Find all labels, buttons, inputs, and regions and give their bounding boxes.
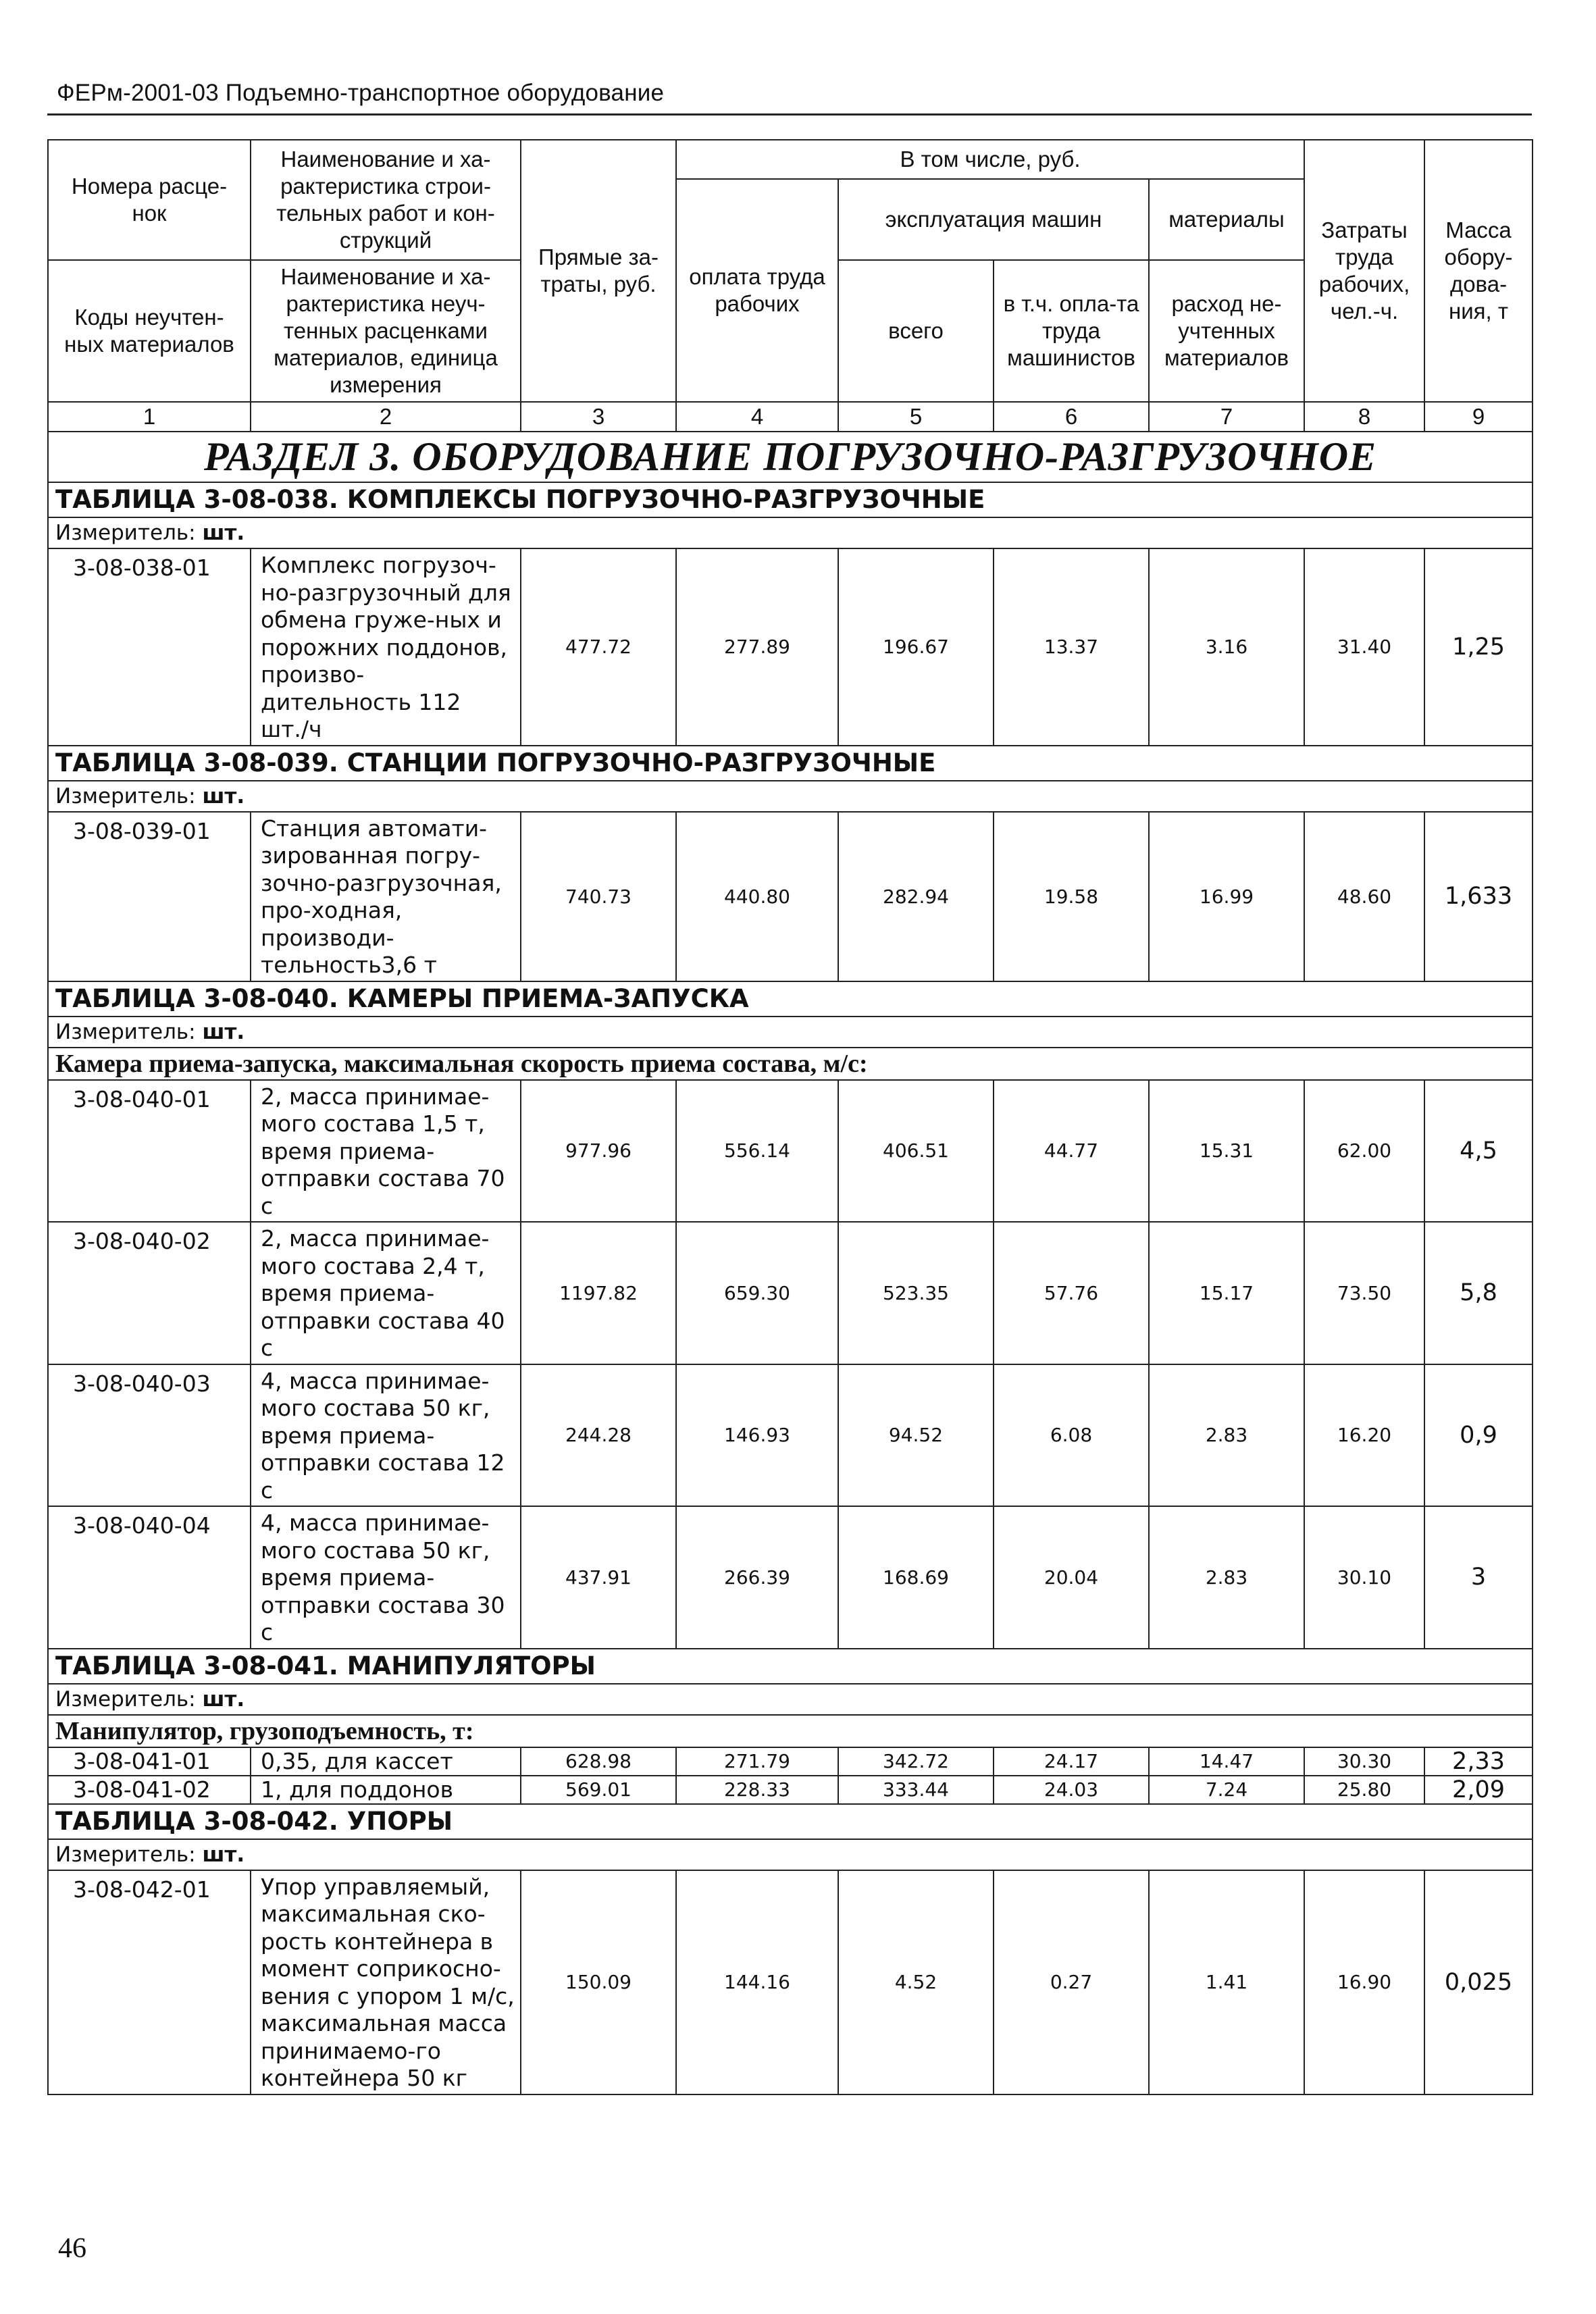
labor-hours: 73.50: [1304, 1222, 1424, 1364]
header-rule: [47, 113, 1532, 115]
header-total: всего: [838, 260, 994, 402]
labor-hours: 25.80: [1304, 1776, 1424, 1804]
labor-pay: 271.79: [676, 1747, 838, 1776]
rate-name: 1, для поддонов: [251, 1776, 521, 1804]
machinists-pay: 24.03: [994, 1776, 1149, 1804]
machinists-pay: 13.37: [994, 548, 1149, 746]
header-work-name: Наименование и ха-рактеристика строи-тельных работ и кон-струкций: [251, 140, 521, 260]
machinists-pay: 44.77: [994, 1080, 1149, 1223]
labor-hours: 16.90: [1304, 1870, 1424, 2094]
header-unaccounted-codes: Коды неучтен-ных материалов: [48, 260, 251, 402]
measurer: Измеритель: шт.: [48, 781, 1533, 812]
measurer: Измеритель: шт.: [48, 1684, 1533, 1715]
materials: 2.83: [1149, 1506, 1304, 1649]
machinists-pay: 19.58: [994, 812, 1149, 981]
equipment-mass: 1,633: [1424, 812, 1533, 981]
labor-hours: 16.20: [1304, 1364, 1424, 1507]
measurer: Измеритель: шт.: [48, 1017, 1533, 1048]
page-number: 46: [58, 2233, 86, 2264]
materials: 1.41: [1149, 1870, 1304, 2094]
labor-hours: 30.30: [1304, 1747, 1424, 1776]
header-equipment-mass: Масса обору-дова-ния, т: [1424, 140, 1533, 402]
rate-code: 3-08-039-01: [48, 812, 251, 981]
header-labor-pay: оплата труда рабочих: [676, 179, 838, 402]
equipment-mass: 5,8: [1424, 1222, 1533, 1364]
labor-pay: 266.39: [676, 1506, 838, 1649]
rate-code: 3-08-038-01: [48, 548, 251, 746]
table-row: [48, 1776, 1533, 1804]
rate-code: 3-08-042-01: [48, 1870, 251, 2094]
header-labor-costs: Затраты труда рабочих, чел.-ч.: [1304, 140, 1424, 402]
table-row: [48, 1870, 1533, 2094]
rate-name: Комплекс погрузоч-но-разгрузочный для обмена груже-ных и порожних поддонов, произво-дительность 112 шт./ч: [251, 548, 521, 746]
materials: 15.17: [1149, 1222, 1304, 1364]
machines-total: 94.52: [838, 1364, 994, 1507]
measurer: Измеритель: шт.: [48, 517, 1533, 548]
machinists-pay: 20.04: [994, 1506, 1149, 1649]
direct-costs: 569.01: [521, 1776, 676, 1804]
materials: 7.24: [1149, 1776, 1304, 1804]
labor-pay: 228.33: [676, 1776, 838, 1804]
machinists-pay: 24.17: [994, 1747, 1149, 1776]
direct-costs: 740.73: [521, 812, 676, 981]
machines-total: 196.67: [838, 548, 994, 746]
header-machine-operation: эксплуатация машин: [838, 179, 1149, 260]
column-number: 3: [521, 402, 676, 432]
measurer: Измеритель: шт.: [48, 1839, 1533, 1870]
labor-pay: 659.30: [676, 1222, 838, 1364]
table-row: [48, 548, 1533, 746]
column-number: 1: [48, 402, 251, 432]
table-title: ТАБЛИЦА 3-08-039. СТАНЦИИ ПОГРУЗОЧНО-РАЗГРУЗОЧНЫЕ: [48, 746, 1533, 781]
labor-pay: 440.80: [676, 812, 838, 981]
machines-total: 168.69: [838, 1506, 994, 1649]
rate-code: 3-08-040-01: [48, 1080, 251, 1223]
rate-name: 4, масса принимае-мого состава 50 кг, время приема-отправки состава 30 с: [251, 1506, 521, 1649]
table-title: ТАБЛИЦА 3-08-041. МАНИПУЛЯТОРЫ: [48, 1649, 1533, 1684]
column-number: 2: [251, 402, 521, 432]
rate-code: 3-08-041-01: [48, 1747, 251, 1776]
table-title: ТАБЛИЦА 3-08-038. КОМПЛЕКСЫ ПОГРУЗОЧНО-РАЗГРУЗОЧНЫЕ: [48, 482, 1533, 517]
table-row: [48, 1222, 1533, 1364]
equipment-mass: 4,5: [1424, 1080, 1533, 1223]
column-number: 8: [1304, 402, 1424, 432]
column-number: 4: [676, 402, 838, 432]
column-number: 5: [838, 402, 994, 432]
labor-hours: 48.60: [1304, 812, 1424, 981]
labor-pay: 144.16: [676, 1870, 838, 2094]
materials: 3.16: [1149, 548, 1304, 746]
header-unaccounted-use: расход не-учтенных материалов: [1149, 260, 1304, 402]
materials: 2.83: [1149, 1364, 1304, 1507]
direct-costs: 477.72: [521, 548, 676, 746]
column-number: 6: [994, 402, 1149, 432]
labor-pay: 277.89: [676, 548, 838, 746]
rate-code: 3-08-040-04: [48, 1506, 251, 1649]
materials: 15.31: [1149, 1080, 1304, 1223]
machines-total: 4.52: [838, 1870, 994, 2094]
table-title: ТАБЛИЦА 3-08-040. КАМЕРЫ ПРИЕМА-ЗАПУСКА: [48, 981, 1533, 1017]
header-machinist-pay: в т.ч. опла-та труда машинистов: [994, 260, 1149, 402]
table-row: [48, 812, 1533, 981]
table-row: [48, 1364, 1533, 1507]
direct-costs: 628.98: [521, 1747, 676, 1776]
rate-name: Упор управляемый, максимальная ско-рость контейнера в момент соприкосно-вения с упором 1 м/с, максимальная масса принимаемо-го контейнера 50 кг: [251, 1870, 521, 2094]
equipment-mass: 2,33: [1424, 1747, 1533, 1776]
table-subtitle: Камера приема-запуска, максимальная скорость приема состава, м/с:: [48, 1048, 1533, 1080]
machines-total: 333.44: [838, 1776, 994, 1804]
equipment-mass: 1,25: [1424, 548, 1533, 746]
direct-costs: 244.28: [521, 1364, 676, 1507]
materials: 14.47: [1149, 1747, 1304, 1776]
rate-code: 3-08-040-02: [48, 1222, 251, 1364]
direct-costs: 977.96: [521, 1080, 676, 1223]
header-materials: материалы: [1149, 179, 1304, 260]
equipment-mass: 3: [1424, 1506, 1533, 1649]
machinists-pay: 0.27: [994, 1870, 1149, 2094]
rate-code: 3-08-041-02: [48, 1776, 251, 1804]
rate-code: 3-08-040-03: [48, 1364, 251, 1507]
column-number: 9: [1424, 402, 1533, 432]
labor-hours: 30.10: [1304, 1506, 1424, 1649]
rate-name: 4, масса принимае-мого состава 50 кг, время приема-отправки состава 12 с: [251, 1364, 521, 1507]
rates-table: [47, 139, 1533, 2095]
rate-name: 0,35, для кассет: [251, 1747, 521, 1776]
rate-name: 2, масса принимае-мого состава 1,5 т, время приема-отправки состава 70 с: [251, 1080, 521, 1223]
table-title: ТАБЛИЦА 3-08-042. УПОРЫ: [48, 1804, 1533, 1839]
machinists-pay: 6.08: [994, 1364, 1149, 1507]
equipment-mass: 0,025: [1424, 1870, 1533, 2094]
table-row: [48, 1747, 1533, 1776]
header-including: В том числе, руб.: [676, 140, 1304, 179]
header-unaccounted-name: Наименование и ха-рактеристика неуч-тенных расценками материалов, единица измерения: [251, 260, 521, 402]
labor-hours: 31.40: [1304, 548, 1424, 746]
equipment-mass: 2,09: [1424, 1776, 1533, 1804]
header-direct-costs: Прямые за-траты, руб.: [521, 140, 676, 402]
equipment-mass: 0,9: [1424, 1364, 1533, 1507]
section-title: РАЗДЕЛ 3. ОБОРУДОВАНИЕ ПОГРУЗОЧНО-РАЗГРУЗОЧНОЕ: [48, 432, 1533, 482]
page-header: ФЕРм-2001-03 Подъемно-транспортное оборудование: [57, 80, 665, 106]
machines-total: 406.51: [838, 1080, 994, 1223]
labor-pay: 556.14: [676, 1080, 838, 1223]
rate-name: Станция автомати-зированная погру-зочно-разгрузочная, про-ходная, производи-тельность3,6 т: [251, 812, 521, 981]
header-rate-numbers: Номера расце-нок: [48, 140, 251, 260]
machines-total: 342.72: [838, 1747, 994, 1776]
machines-total: 523.35: [838, 1222, 994, 1364]
direct-costs: 1197.82: [521, 1222, 676, 1364]
table-row: [48, 1506, 1533, 1649]
table-row: [48, 1080, 1533, 1223]
labor-hours: 62.00: [1304, 1080, 1424, 1223]
direct-costs: 437.91: [521, 1506, 676, 1649]
materials: 16.99: [1149, 812, 1304, 981]
rate-name: 2, масса принимае-мого состава 2,4 т, время приема-отправки состава 40 с: [251, 1222, 521, 1364]
machinists-pay: 57.76: [994, 1222, 1149, 1364]
column-number: 7: [1149, 402, 1304, 432]
direct-costs: 150.09: [521, 1870, 676, 2094]
labor-pay: 146.93: [676, 1364, 838, 1507]
table-subtitle: Манипулятор, грузоподъемность, т:: [48, 1715, 1533, 1747]
machines-total: 282.94: [838, 812, 994, 981]
